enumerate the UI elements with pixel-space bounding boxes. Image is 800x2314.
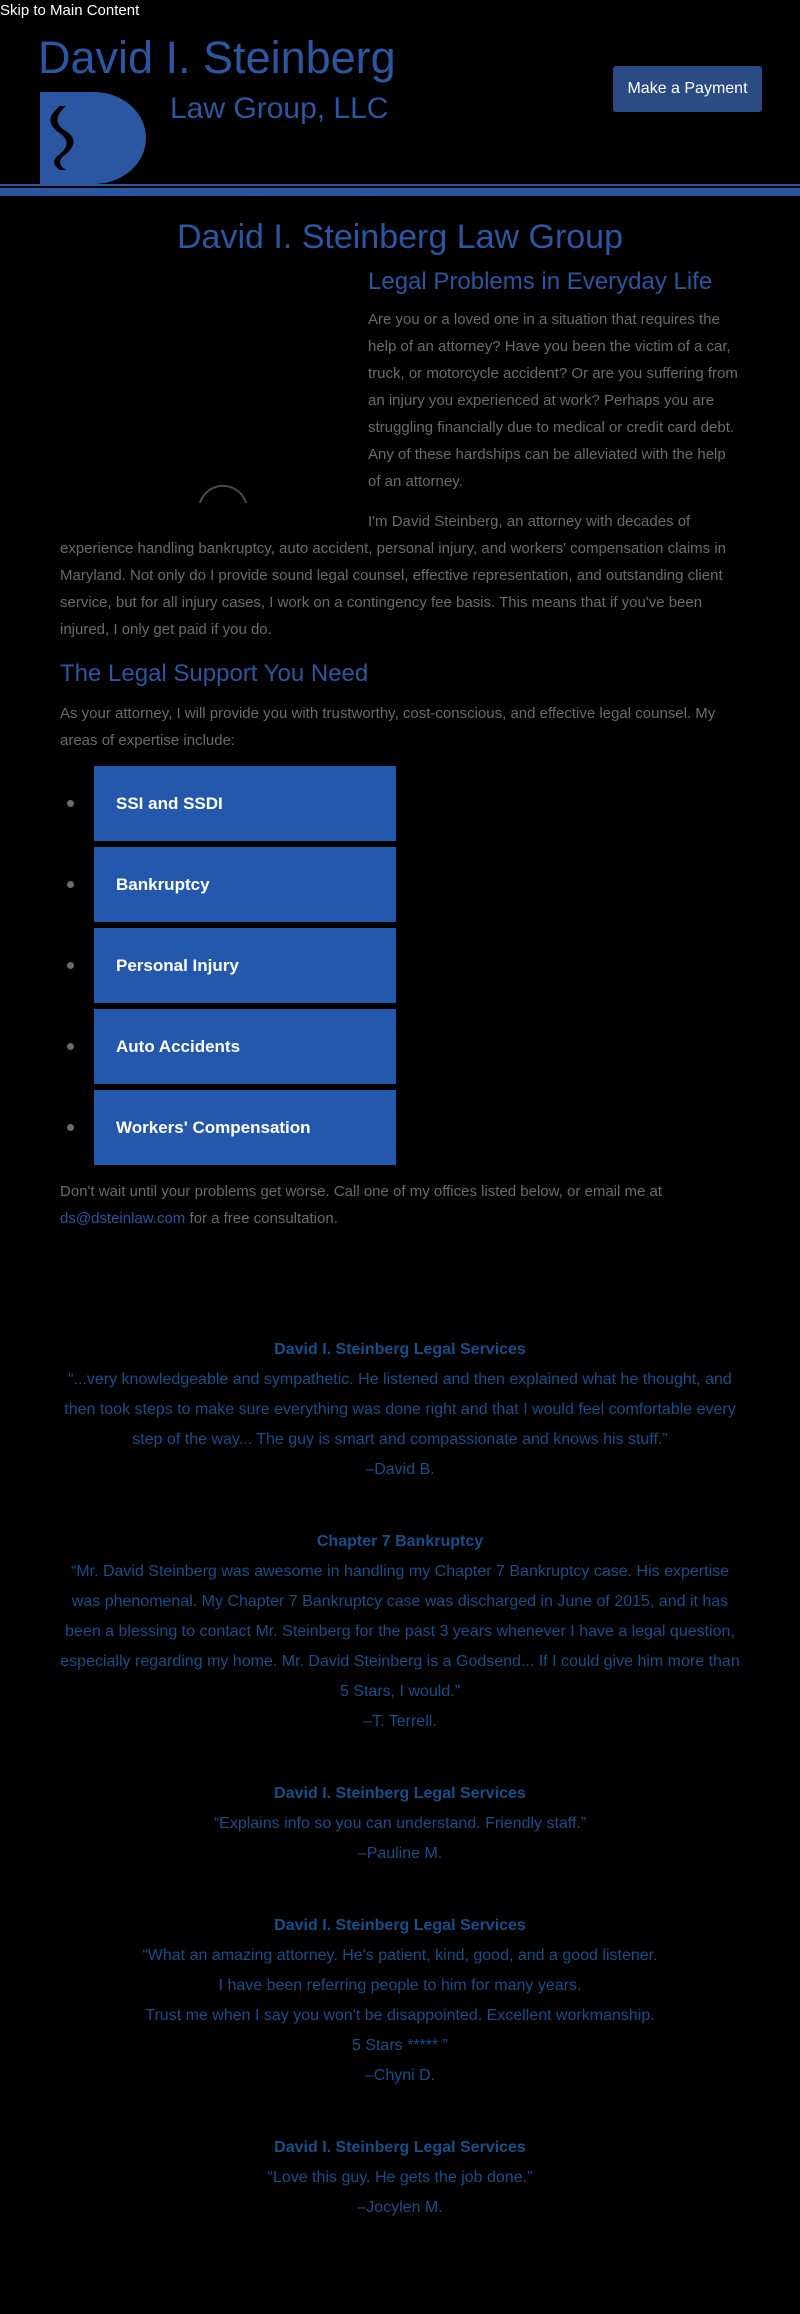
loading-spinner-icon <box>60 268 360 508</box>
consultation-paragraph <box>60 1178 740 1232</box>
bullet-icon <box>67 1043 74 1050</box>
service-button-ssi-ssdi[interactable]: SSI and SSDI <box>94 766 396 841</box>
page-title: David I. Steinberg Law Group <box>176 218 624 256</box>
testimonial-author: –David B. <box>365 1461 435 1478</box>
testimonial-quote: “Explains info so you can understand. Friendly staff.” <box>213 1815 587 1832</box>
section-heading-legal-support: The Legal Support You Need <box>60 660 369 687</box>
attorney-intro-paragraph: I'm David Steinberg, an attorney with decades of experience handling bankruptcy, auto accident, personal injury, and workers' compensation claims in Maryland. Not only do I provide sound legal counsel, effective representation, and outstanding client service, but for all injury cases, I work on a contingency fee basis. This means that if you've been injured, I only get paid if you do. <box>60 513 727 638</box>
list-item <box>60 1090 396 1165</box>
header-divider <box>0 184 800 186</box>
make-payment-button[interactable]: Make a Payment <box>613 66 762 112</box>
skip-to-content-link[interactable]: Skip to Main Content <box>0 2 140 19</box>
testimonial-author: –Jocylen M. <box>357 2199 443 2216</box>
service-button-personal-injury[interactable]: Personal Injury <box>94 928 396 1003</box>
testimonial-title: David I. Steinberg Legal Services <box>274 1785 526 1802</box>
logo-subtitle: Law Group, LLC <box>170 92 389 125</box>
testimonial-quote-line: I have been referring people to him for many years. <box>218 1977 582 1994</box>
expertise-intro: As your attorney, I will provide you with trustworthy, cost-conscious, and effective legal counsel. My areas of expertise include: <box>60 705 716 749</box>
list-item <box>60 766 396 841</box>
section-paragraph: Are you or a loved one in a situation that requires the help of an attorney? Have you been the victim of a car, truck, or motorcycle accident? Or are you suffering from an injury you experienced at work? Perhaps you are struggling financially due to medical or credit card debt. Any of these hardships can be alleviated with the help of an attorney. <box>368 311 738 490</box>
list-item <box>60 928 396 1003</box>
testimonial-author: –T. Terrell. <box>363 1713 437 1730</box>
testimonial <box>60 1335 740 1485</box>
testimonials-section <box>60 1335 740 2265</box>
bullet-icon <box>67 1124 74 1131</box>
testimonial-quote: “...very knowledgeable and sympathetic. He listened and then explained what he thought, and then took steps to make sure everything was done right and that I would feel comfortable every step of the way... The guy is smart and compassionate and knows his stuff.” <box>64 1371 736 1448</box>
bullet-icon <box>67 800 74 807</box>
list-item <box>60 847 396 922</box>
testimonial-author: –Pauline M. <box>357 1845 443 1862</box>
testimonial <box>60 2133 740 2223</box>
services-list <box>60 766 396 1171</box>
service-button-workers-compensation[interactable]: Workers' Compensation <box>94 1090 396 1165</box>
service-button-bankruptcy[interactable]: Bankruptcy <box>94 847 396 922</box>
testimonial <box>60 1911 740 2091</box>
testimonial-quote-line: “What an amazing attorney. He's patient, kind, good, and a good listener. <box>142 1947 658 1964</box>
consultation-text: Don't wait until your problems get worse. Call one of my offices listed below, or email me at <box>60 1183 663 1200</box>
testimonial-title: David I. Steinberg Legal Services <box>274 2139 526 2156</box>
bullet-icon <box>67 962 74 969</box>
testimonial-title: Chapter 7 Bankruptcy <box>316 1533 484 1550</box>
testimonial <box>60 1527 740 1737</box>
bullet-icon <box>67 881 74 888</box>
header-divider-thick <box>0 188 800 196</box>
testimonial-quote: “Mr. David Steinberg was awesome in handling my Chapter 7 Bankruptcy case. His expertise was phenomenal. My Chapter 7 Bankruptcy case was discharged in June of 2015, and it has been a blessing to contact Mr. Steinberg for the past 3 years whenever I have a legal question, especially regarding my home. Mr. David Steinberg is a Godsend... If I could give him more than 5 Stars, I would.” <box>60 1563 740 1700</box>
service-button-auto-accidents[interactable]: Auto Accidents <box>94 1009 396 1084</box>
consultation-suffix: for a free consultation. <box>185 1210 338 1227</box>
testimonial-author: –Chyni D. <box>364 2067 436 2084</box>
email-link[interactable]: ds@dsteinlaw.com <box>60 1210 186 1227</box>
logo-title[interactable]: David I. Steinberg <box>38 32 396 83</box>
testimonial <box>60 1779 740 1869</box>
testimonial-quote-line: 5 Stars ***** ” <box>351 2037 449 2054</box>
testimonial-quote: “Love this guy. He gets the job done.” <box>267 2169 533 2186</box>
testimonial-title: David I. Steinberg Legal Services <box>274 1341 526 1358</box>
list-item <box>60 1009 396 1084</box>
testimonial-quote-line: Trust me when I say you won't be disappointed. Excellent workmanship. <box>145 2007 655 2024</box>
logo-d-icon[interactable] <box>34 92 150 184</box>
section-heading-legal-problems: Legal Problems in Everyday Life <box>368 268 713 295</box>
testimonial-title: David I. Steinberg Legal Services <box>274 1917 526 1934</box>
